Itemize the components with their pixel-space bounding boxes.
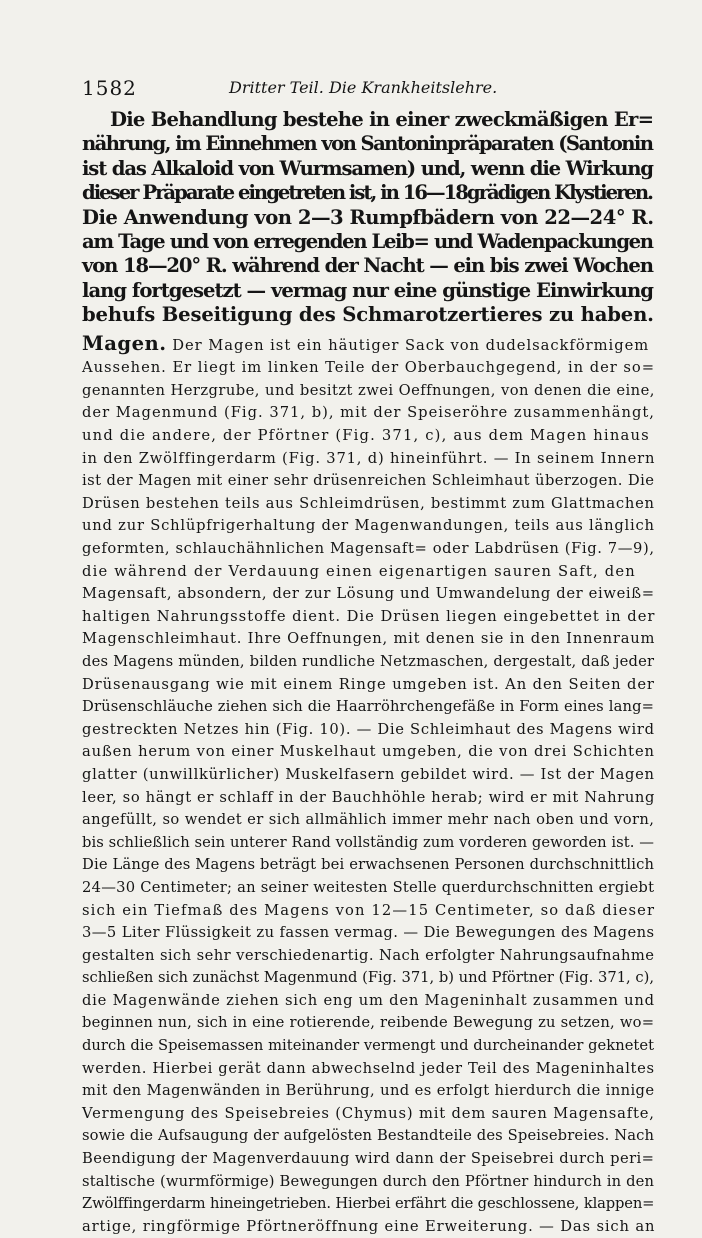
entry-line: Aussehen. Er liegt im linken Teile der Oberbauchgegend, in der so=: [82, 359, 655, 377]
entry-line: außen herum von einer Muskelhaut umgeben, die von drei Schichten: [82, 743, 655, 761]
magen-entry: [82, 333, 654, 1238]
entry-line: Beendigung der Magenverdauung wird dann der Speisebrei durch peri=: [82, 1150, 655, 1168]
entry-line: staltische (wurmförmige) Bewegungen durch den Pförtner hindurch in den: [82, 1172, 655, 1190]
entry-line: sowie die Aufsaugung der aufgelösten Bestandteile des Speisebreies. Nach: [82, 1127, 655, 1145]
entry-line: werden. Hierbei gerät dann abwechselnd jeder Teil des Mageninhaltes: [82, 1059, 655, 1077]
entry-line: geformten, schlauchähnlichen Magensaft= oder Labdrüsen (Fig. 7—9),: [82, 540, 655, 557]
running-head: Dritter Teil. Die Krankheitslehre.: [229, 78, 498, 97]
entry-line: Drüsenschläuche ziehen sich die Haarröhrchengefäße in Form eines lang=: [82, 698, 655, 716]
entry-line: durch die Speisemassen miteinander vermengt und durcheinander geknetet: [82, 1037, 655, 1055]
intro-line: von 18—20° R. während der Nacht — ein bis zwei Wochen: [82, 254, 653, 278]
entry-line: schließen sich zunächst Magenmund (Fig. 371, b) und Pförtner (Fig. 371, c),: [82, 969, 655, 987]
intro-paragraph: [82, 108, 654, 328]
entry-line: Magenschleimhaut. Ihre Oeffnungen, mit denen sie in den Innenraum: [82, 630, 656, 648]
entry-line: Drüsenausgang wie mit einem Ringe umgeben ist. An den Seiten der: [82, 675, 655, 693]
entry-line: glatter (unwillkürlicher) Muskelfasern gebildet wird. — Ist der Magen: [82, 765, 655, 783]
entry-line: angefüllt, so wendet er sich allmählich immer mehr nach oben und vorn,: [82, 811, 655, 829]
entry-line: haltigen Nahrungsstoffe dient. Die Drüsen liegen eingebettet in der: [82, 607, 656, 625]
entry-line: sich ein Tiefmaß des Magens von 12—15 Centimeter, so daß dieser: [82, 901, 656, 919]
intro-line: am Tage und von erregenden Leib= und Wadenpackungen: [82, 230, 653, 254]
intro-line: dieser Präparate eingetreten ist, in 16—18grädigen Klystieren.: [82, 181, 652, 205]
page-header: [82, 64, 654, 108]
entry-line: mit den Magenwänden in Berührung, und es erfolgt hierdurch die innige: [82, 1082, 655, 1100]
entry-line: die Magenwände ziehen sich eng um den Mageninhalt zusammen und: [82, 991, 655, 1009]
entry-first-line-text: Der Magen ist ein häutiger Sack von dudelsackförmigem: [172, 336, 650, 354]
entry-line: Vermengung des Speisebreies (Chymus) mit dem sauren Magensafte,: [82, 1104, 655, 1122]
entry-line: 3—5 Liter Flüssigkeit zu fassen vermag. — Die Bewegungen des Magens: [82, 924, 655, 942]
entry-first-line: [82, 333, 654, 358]
entry-line: beginnen nun, sich in eine rotierende, reibende Bewegung zu setzen, wo=: [82, 1014, 655, 1032]
entry-term: Magen.: [82, 331, 167, 355]
entry-line: Magensaft, absondern, der zur Lösung und Umwandelung der eiweiß=: [82, 585, 655, 603]
entry-line: leer, so hängt er schlaff in der Bauchhöhle herab; wird er mit Nahrung: [82, 788, 656, 806]
entry-line: artige, ringförmige Pförtneröffnung eine Erweiterung. — Das sich an: [82, 1217, 656, 1235]
entry-line: und die andere, der Pförtner (Fig. 371, c), aus dem Magen hinaus: [82, 427, 650, 445]
entry-line: in den Zwölffingerdarm (Fig. 371, d) hineinführt. — In seinem Innern: [82, 449, 656, 467]
intro-line: Die Anwendung von 2—3 Rumpfbädern von 22—24° R.: [82, 205, 654, 229]
entry-line: Die Länge des Magens beträgt bei erwachsenen Personen durchschnittlich: [82, 856, 655, 874]
entry-line: des Magens münden, bilden rundliche Netzmaschen, dergestalt, daß jeder: [82, 652, 655, 670]
intro-line: Die Behandlung bestehe in einer zweckmäßigen Er=: [110, 108, 654, 131]
entry-line: Zwölffingerdarm hineingetrieben. Hierbei erfährt die geschlossene, klappen=: [82, 1195, 655, 1213]
entry-line: bis schließlich sein unterer Rand vollständig zum vorderen geworden ist. —: [82, 833, 655, 851]
intro-line: nährung, im Einnehmen von Santoninpräparaten (Santonin: [82, 132, 653, 156]
entry-line: 24—30 Centimeter; an seiner weitesten Stelle querdurchschnitten ergiebt: [82, 878, 655, 896]
intro-line: ist das Alkaloid von Wurmsamen) und, wenn die Wirkung: [82, 156, 653, 180]
entry-line: ist der Magen mit einer sehr drüsenreichen Schleimhaut überzogen. Die: [82, 472, 655, 490]
entry-line: die während der Verdauung einen eigenartigen sauren Saft, den: [82, 562, 636, 580]
entry-line: der Magenmund (Fig. 371, b), mit der Speiseröhre zusammenhängt,: [82, 404, 655, 422]
intro-line: behufs Beseitigung des Schmarotzertieres zu haben.: [82, 303, 654, 327]
entry-line: und zur Schlüpfrigerhaltung der Magenwandungen, teils aus länglich: [82, 517, 655, 535]
entry-line: Drüsen bestehen teils aus Schleimdrüsen, bestimmt zum Glattmachen: [82, 494, 655, 512]
page-number: 1582: [82, 76, 137, 100]
entry-line: genannten Herzgrube, und besitzt zwei Oeffnungen, von denen die eine,: [82, 381, 655, 399]
intro-line: lang fortgesetzt — vermag nur eine günstige Einwirkung: [82, 278, 654, 302]
entry-line: gestreckten Netzes hin (Fig. 10). — Die Schleimhaut des Magens wird: [82, 720, 655, 738]
entry-line: gestalten sich sehr verschiedenartig. Nach erfolgter Nahrungsaufnahme: [82, 946, 655, 964]
